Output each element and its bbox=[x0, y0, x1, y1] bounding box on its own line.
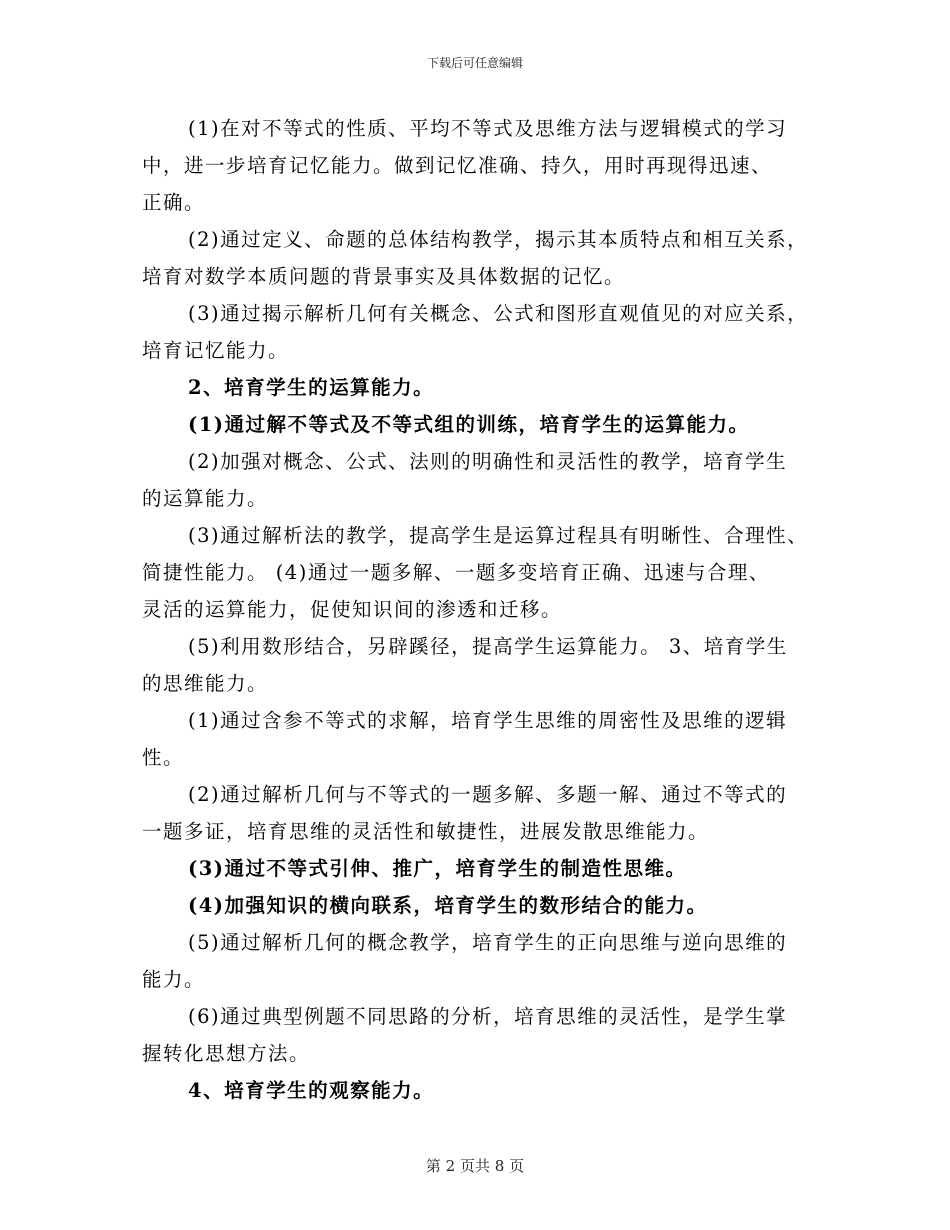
text-line: (3)通过揭示解析几何有关概念、公式和图形直观值见的对应关系， bbox=[188, 302, 809, 325]
document-body bbox=[142, 110, 822, 1109]
text-line: (2)通过解析几何与不等式的一题多解、多题一解、通过不等式的 bbox=[188, 783, 788, 806]
text-line: 正确。 bbox=[142, 191, 206, 214]
text-line: 握转化思想方法。 bbox=[142, 1042, 311, 1065]
text-line: (1)通过含参不等式的求解，培育学生思维的周密性及思维的逻辑 bbox=[188, 709, 788, 732]
text-line: (4)加强知识的横向联系，培育学生的数形结合的能力。 bbox=[188, 894, 708, 917]
text-line: 培育对数学本质问题的背景事实及具体数据的记忆。 bbox=[142, 265, 626, 288]
page-footer: 第 2 页共 8 页 bbox=[425, 1157, 525, 1175]
text-line: (2)通过定义、命题的总体结构教学，揭示其本质特点和相互关系， bbox=[188, 228, 809, 251]
text-line: (1)通过解不等式及不等式组的训练，培育学生的运算能力。 bbox=[188, 413, 750, 436]
text-line: 简捷性能力。 (4)通过一题多解、一题多变培育正确、迅速与合理、 bbox=[142, 561, 770, 584]
text-line: (1)在对不等式的性质、平均不等式及思维方法与逻辑模式的学习 bbox=[188, 117, 788, 140]
text-line: 的思维能力。 bbox=[142, 672, 269, 695]
text-line: (2)加强对概念、公式、法则的明确性和灵活性的教学，培育学生 bbox=[188, 450, 788, 473]
text-line: (3)通过不等式引伸、推广，培育学生的制造性思维。 bbox=[188, 857, 687, 880]
text-line: (3)通过解析法的教学，提高学生是运算过程具有明晰性、合理性、 bbox=[188, 524, 809, 547]
text-line: 的运算能力。 bbox=[142, 487, 269, 510]
text-line: 2、培育学生的运算能力。 bbox=[188, 376, 435, 399]
text-line: 能力。 bbox=[142, 968, 206, 991]
page-header: 下载后可任意编辑 bbox=[426, 56, 523, 70]
text-line: (6)通过典型例题不同思路的分析，培育思维的灵活性，是学生掌 bbox=[188, 1005, 788, 1028]
text-line: 灵活的运算能力，促使知识间的渗透和迁移。 bbox=[142, 598, 563, 621]
text-line: 一题多证，培育思维的灵活性和敏捷性，进展发散思维能力。 bbox=[142, 820, 710, 843]
text-line: 中，进一步培育记忆能力。做到记忆准确、持久，用时再现得迅速、 bbox=[142, 154, 773, 177]
text-line: 4、培育学生的观察能力。 bbox=[188, 1079, 435, 1102]
text-line: 性。 bbox=[142, 746, 185, 769]
text-line: (5)利用数形结合，另辟蹊径，提高学生运算能力。 3、培育学生 bbox=[188, 635, 788, 658]
text-line: 培育记忆能力。 bbox=[142, 339, 290, 362]
text-line: (5)通过解析几何的概念教学，培育学生的正向思维与逆向思维的 bbox=[188, 931, 788, 954]
